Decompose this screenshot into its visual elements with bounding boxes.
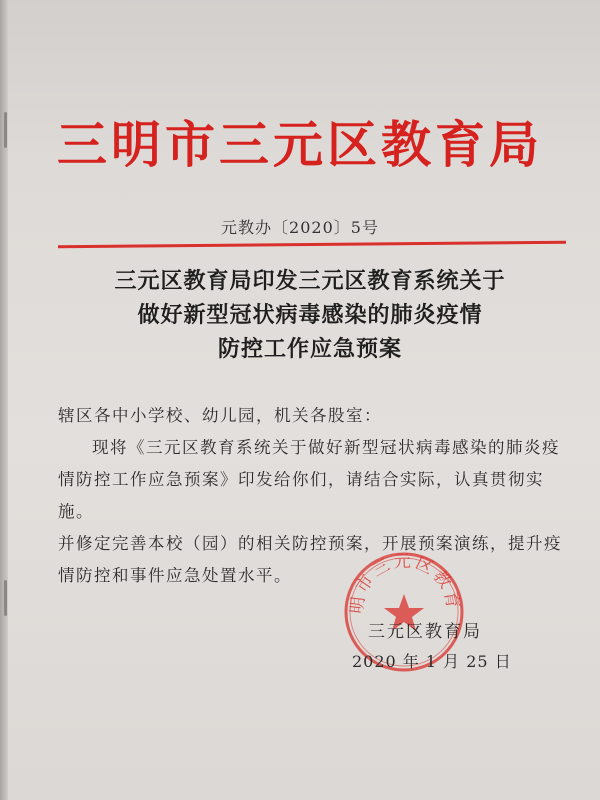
document-body <box>58 400 574 592</box>
title-line: 防控工作应急预案 <box>217 337 402 362</box>
body-text-line: 情防控和事件应急处置水平。 <box>58 566 292 585</box>
binding-mark <box>4 580 7 616</box>
title-line: 三元区教育局印发三元区教育系统关于 <box>114 269 506 294</box>
document-number: 元教办〔2020〕5号 <box>221 218 379 237</box>
body-text-line: 现将《三元区教育系统关于做好新型冠状病毒感染的肺炎疫 <box>92 438 560 457</box>
document-title <box>60 265 560 367</box>
body-text-line: 情防控工作应急预案》印发给你们，请结合实际，认真贯彻实施。 <box>58 470 544 521</box>
issuer-header: 三明市三元区教育局 <box>57 116 543 174</box>
title-line: 做好新型冠状病毒感染的肺炎疫情 <box>137 303 483 328</box>
signature-organization: 三元区教育局 <box>368 622 482 642</box>
red-rule-divider <box>58 241 566 248</box>
signature-date: 2020 年 1 月 25 日 <box>352 652 512 671</box>
addressee-line: 辖区各中小学校、幼儿园，机关各股室： <box>58 406 382 425</box>
seal-text: 明市三元区教育 <box>347 551 463 615</box>
body-text-line: 并修定完善本校（园）的相关防控预案，开展预案演练，提升疫 <box>58 534 562 553</box>
